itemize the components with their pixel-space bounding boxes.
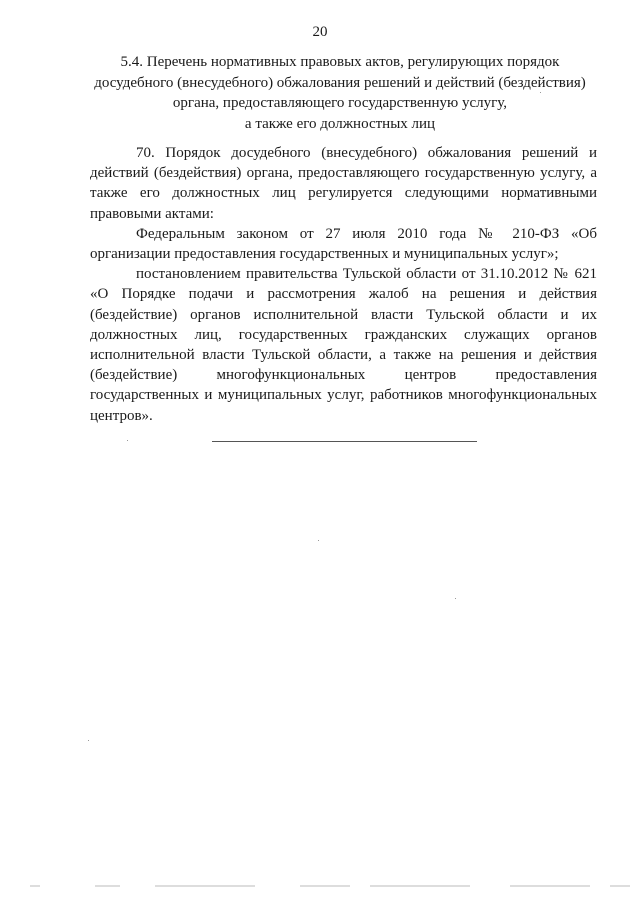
paragraph-regional-resolution: постановлением правительства Тульской области от 31.10.2012 № 621 «О Порядке подачи и рассмотрения жалоб на решения и действия (бездействие) органов исполнительной власти Тульской области и их должностных лиц, государственных гражданских служащих органов исполнительной власти Тульской области, а также на решения и действия (бездействие) многофункциональных центров предоставления государственных и муниципальных услуг, работников многофункциональных центров».	[90, 266, 597, 424]
heading-line-3: органа, предоставляющего государственную услугу,	[172, 95, 508, 111]
document-body	[90, 143, 597, 426]
heading-line-1: 5.4. Перечень нормативных правовых актов, регулирующих порядок	[120, 54, 560, 70]
section-end-rule	[212, 441, 477, 442]
heading-line-4: а также его должностных лиц	[244, 115, 436, 132]
section-heading	[70, 52, 610, 134]
paragraph-federal-law: Федеральным законом от 27 июля 2010 года № 210-ФЗ «Об организации предоставления государственных и муниципальных услуг»;	[90, 225, 597, 263]
heading-line-2: досудебного (внесудебного) обжалования решений и действий (бездействия)	[94, 74, 586, 91]
page-number: 20	[312, 24, 328, 40]
paragraph-70: 70. Порядок досудебного (внесудебного) обжалования решений и действий (бездействия) органа, предоставляющего государственную услугу, а также его должностных лиц регулируется следующими нормативными правовыми актами:	[90, 145, 597, 222]
